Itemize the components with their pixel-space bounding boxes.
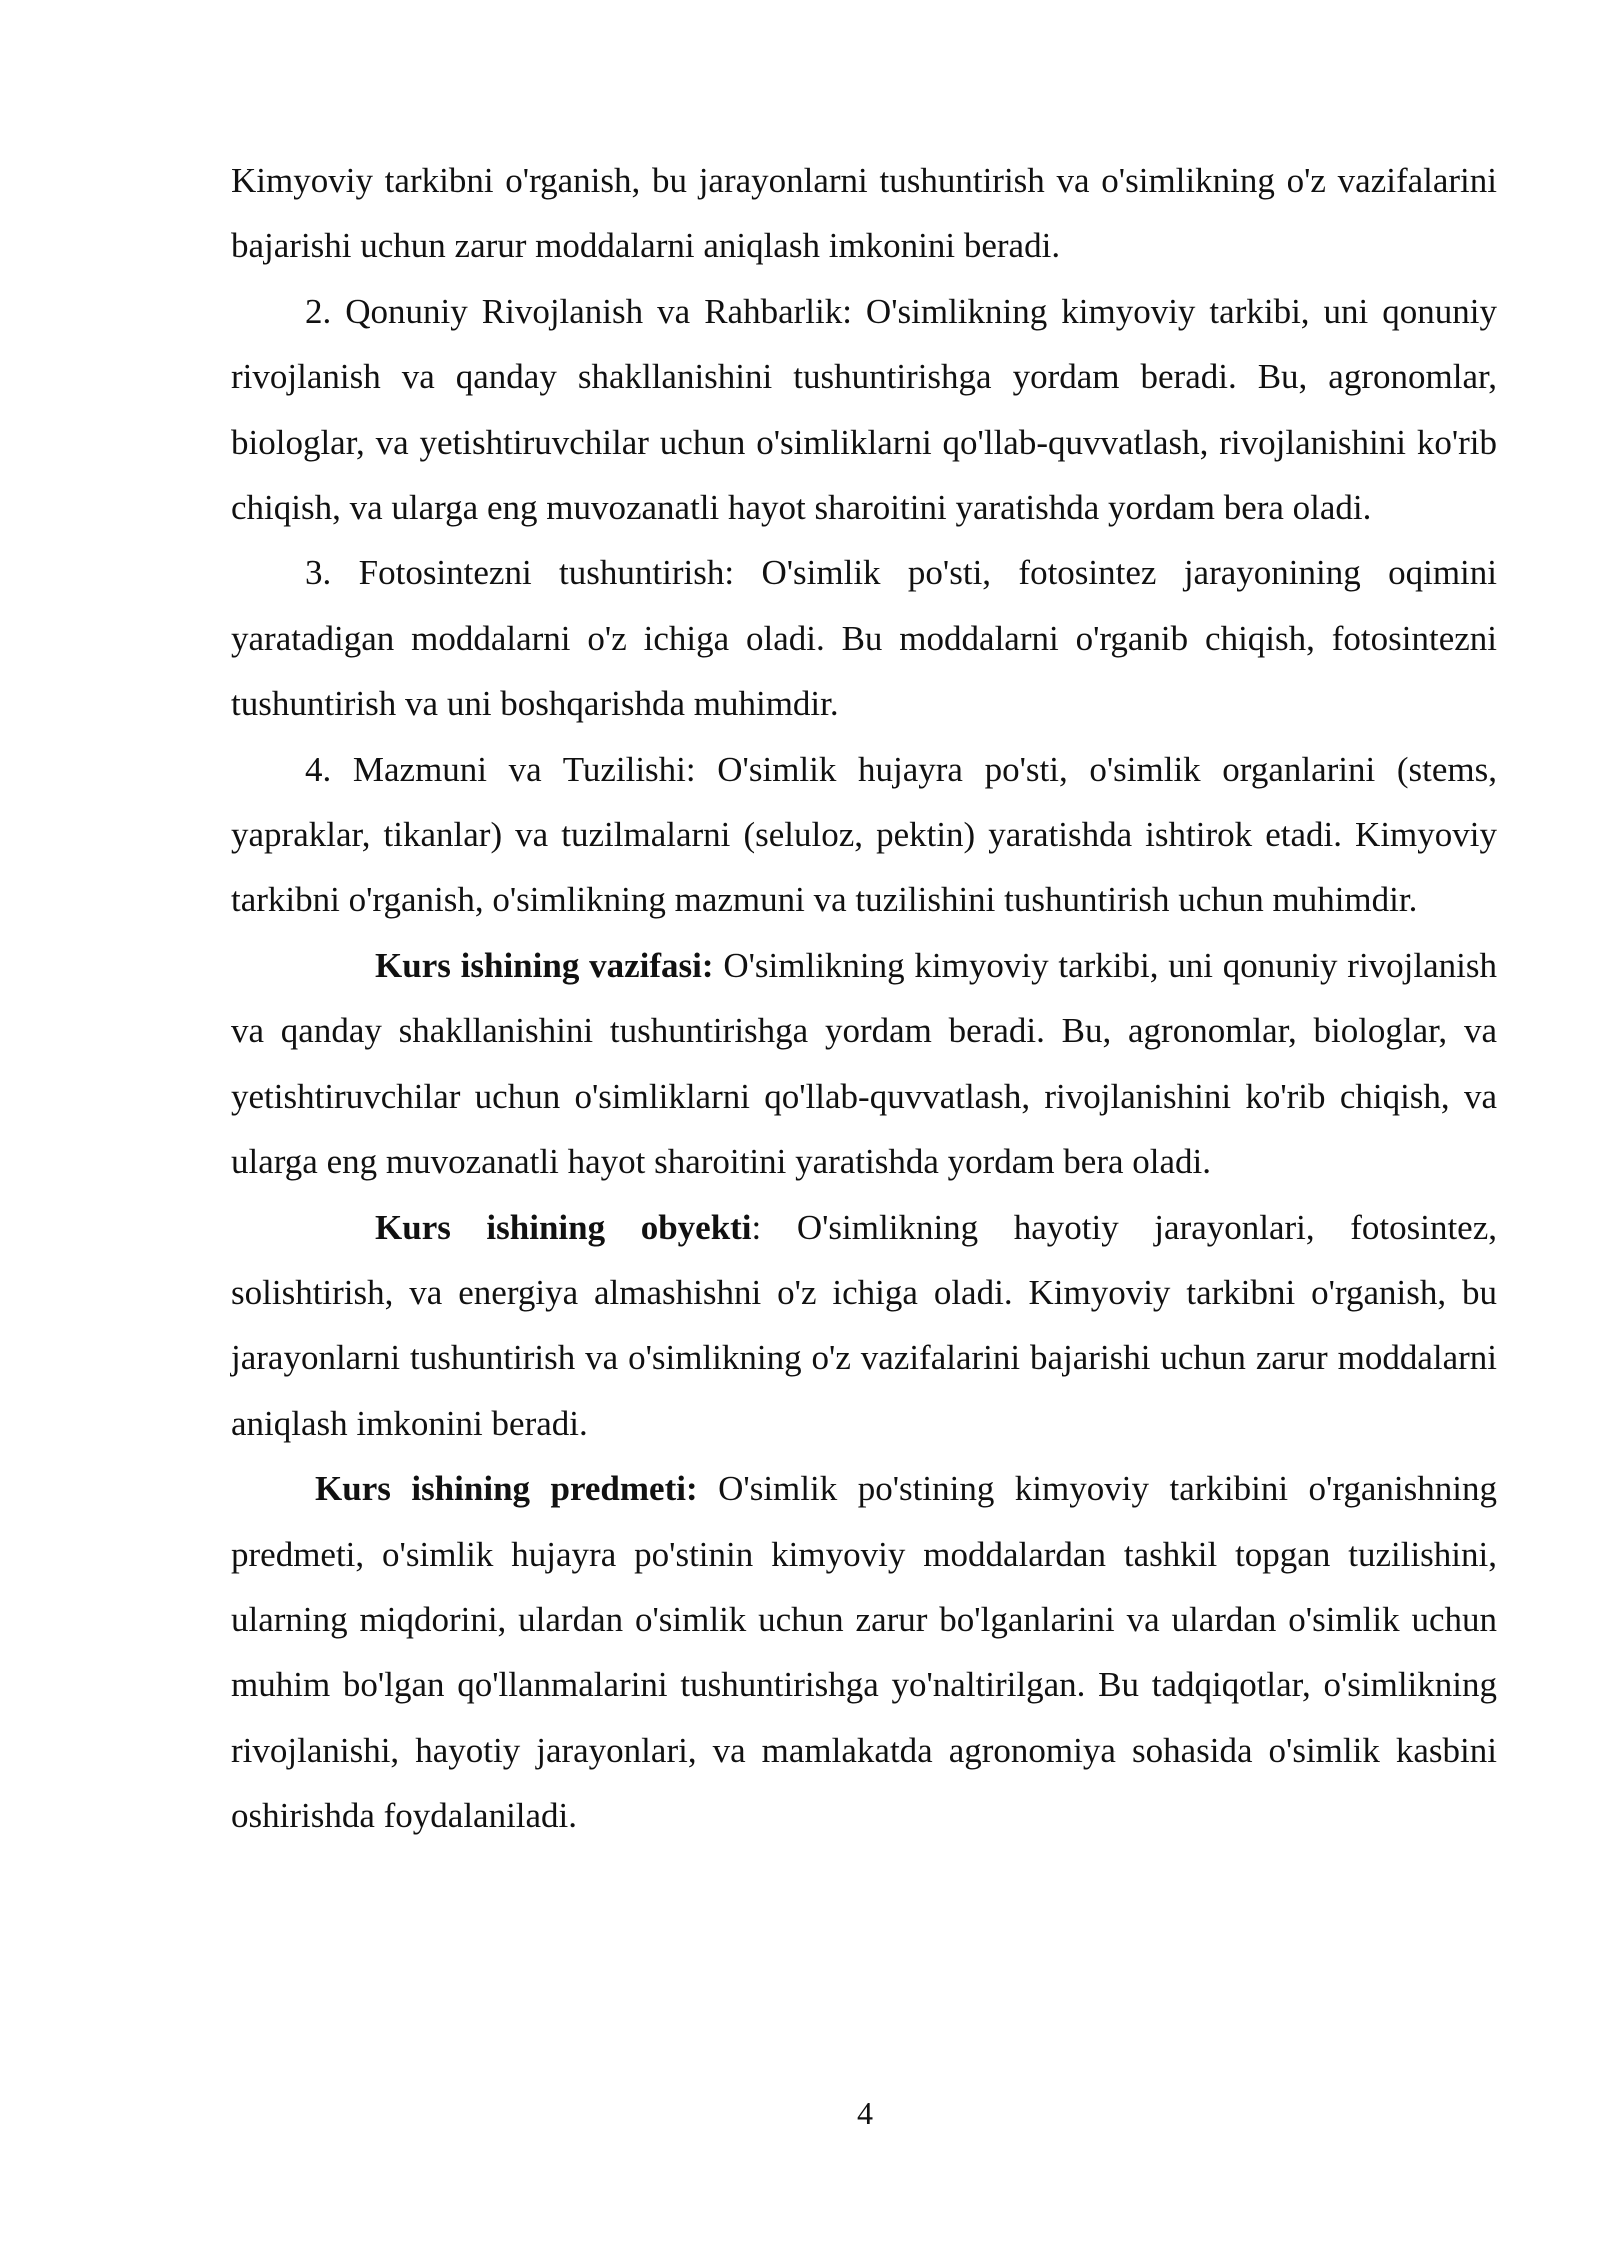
paragraph-text: 3. Fotosintezni tushuntirish: O'simlik po'sti, fotosintez jarayonining oqimini yaratadigan moddalarni o'z ichiga oladi. Bu moddalarni o'rganib chiqish, fotosintezni tushuntirish va uni boshqarishda muhimdir. — [231, 553, 1497, 724]
section-heading-vazifasi: Kurs ishining vazifasi: — [375, 945, 714, 985]
section-obyekti — [231, 1195, 1497, 1457]
paragraph-text: : O'simlikning hayotiy jarayonlari, fotosintez, solishtirish, va energiya almashishni o'z ichiga oladi. Kimyoviy tarkibni o'rganish, bu jarayonlarni tushuntirish va o'simlikning o'z vazifalarini bajarishi uchun zarur moddalarni aniqlash imkonini beradi. — [231, 1207, 1497, 1443]
paragraph-text: 2. Qonuniy Rivojlanish va Rahbarlik: O'simlikning kimyoviy tarkibi, uni qonuniy rivojlanish va qanday shakllanishini tushuntirishga yordam beradi. Bu, agronomlar, biologlar, va yetishtiruvchilar uchun o'simliklarni qo'llab-quvvatlash, rivojlanishini ko'rib chiqish, va ularga eng muvozanatli hayot sharoitini yaratishda yordam bera oladi. — [231, 291, 1497, 528]
paragraph-text: O'simlikning kimyoviy tarkibi, uni qonuniy rivojlanish va qanday shakllanishini tushuntirishga yordam beradi. Bu, agronomlar, biologlar, va yetishtiruvchilar uchun o'simliklarni qo'llab-quvvatlash, rivojlanishini ko'rib chiqish, va ularga eng muvozanatli hayot sharoitini yaratishda yordam bera oladi. — [231, 945, 1498, 1182]
list-item-qonuniy-rivojlanish — [231, 279, 1497, 541]
document-body — [231, 148, 1497, 1849]
section-heading-obyekti: Kurs ishining obyekti — [375, 1207, 752, 1247]
list-item-mazmuni-tuzilishi — [231, 737, 1497, 933]
paragraph-text: Kimyoviy tarkibni o'rganish, bu jarayonlarni tushuntirish va o'simlikning o'z vazifalarini bajarishi uchun zarur moddalarni aniqlash imkonini beradi. — [231, 161, 1497, 266]
section-vazifasi — [231, 933, 1497, 1195]
page-number: 4 — [857, 2095, 873, 2131]
list-item-fotosintez — [231, 540, 1497, 736]
paragraph-continuation — [231, 148, 1497, 279]
paragraph-text: 4. Mazmuni va Tuzilishi: O'simlik hujayra po'sti, o'simlik organlarini (stems, yapraklar, tikanlar) va tuzilmalarni (seluloz, pektin) yaratishda ishtirok etadi. Kimyoviy tarkibni o'rganish, o'simlikning mazmuni va tuzilishini tushuntirish uchun muhimdir. — [231, 749, 1497, 920]
paragraph-text: O'simlik po'stining kimyoviy tarkibini o'rganishning predmeti, o'simlik hujayra po'stinin kimyoviy moddalardan tashkil topgan tuzilishini, ularning miqdorini, ulardan o'simlik uchun zarur bo'lganlarini va ulardan o'simlik uchun muhim bo'lgan qo'llanmalarini tushuntirishga yo'naltirilgan. Bu tadqiqotlar, o'simlikning rivojlanishi, hayotiy jarayonlari, va mamlakatda agronomiya sohasida o'simlik kasbini oshirishda foydalaniladi. — [231, 1469, 1497, 1836]
section-heading-predmeti: Kurs ishining predmeti: — [315, 1469, 698, 1509]
section-predmeti — [231, 1456, 1497, 1848]
